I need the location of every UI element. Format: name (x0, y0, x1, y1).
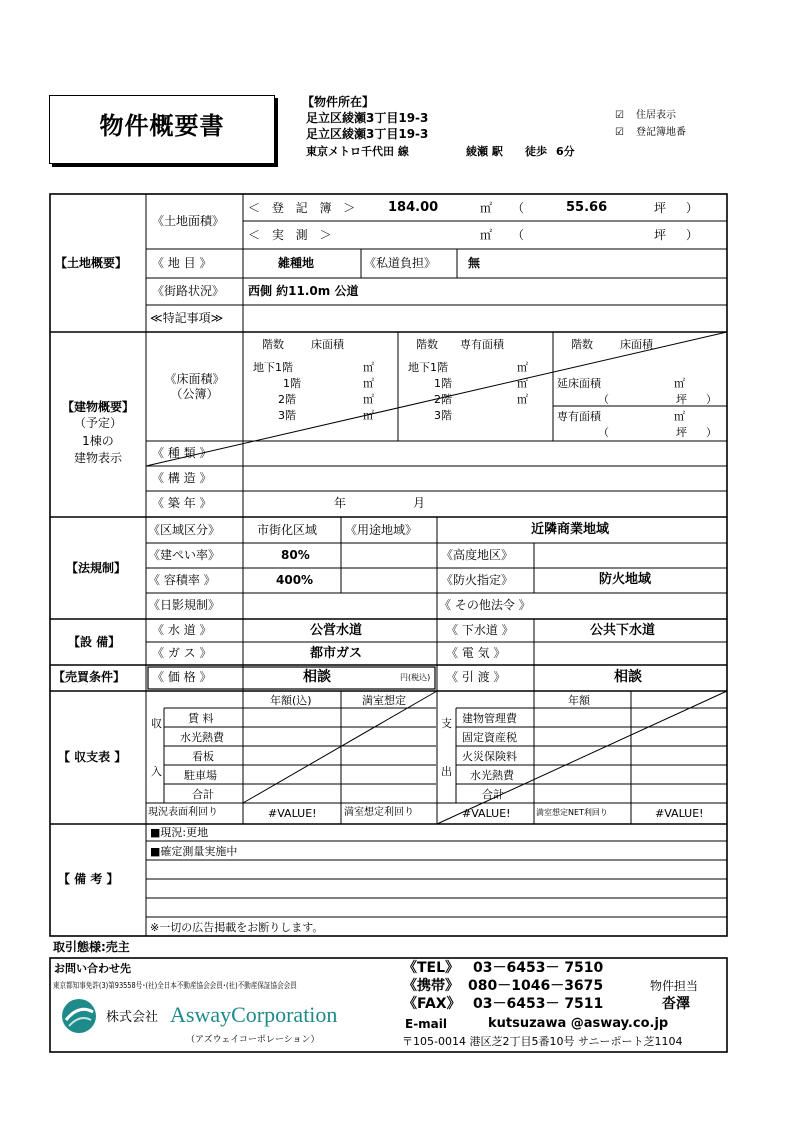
remark-line-1: ■現況:更地 (150, 826, 209, 839)
col1-floor-3: 3階 (278, 409, 296, 422)
expense-vertical-2: 出 (441, 765, 452, 778)
registry-paren-close: ） (686, 201, 699, 215)
building-section-planned: （予定） (73, 416, 122, 430)
actual-sqm-unit: ㎡ (480, 228, 493, 242)
expense-header: 年額 (568, 694, 590, 707)
full-yield-label: 満室想定利回り (344, 807, 414, 818)
walk-time: 6分 (556, 145, 575, 158)
remarks-section-label: 【 備 考 】 (58, 872, 119, 886)
fax-number: 03－6453－ 7511 (473, 996, 604, 1012)
zone-label: 《区域区分》 (148, 523, 221, 537)
net-yield-label: 満室想定NET利回り (536, 808, 608, 817)
remark-line-2: ■確定測量実施中 (150, 845, 238, 858)
current-yield-value: #VALUE! (268, 807, 317, 820)
expense-item-utility: 水光熱費 (470, 769, 514, 782)
registry-sqm: 184.00 (388, 200, 439, 215)
registry-paren-open: （ (512, 201, 525, 215)
mobile-label: 《携帯》 (403, 978, 459, 994)
handover-label: 《 引 渡 》 (446, 670, 506, 684)
expense-item-total: 合計 (482, 788, 504, 801)
exclusive-area-sqm: ㎡ (674, 410, 685, 423)
land-category: 雑種地 (278, 256, 315, 270)
far-value: 400% (276, 573, 314, 587)
col1-floor-2: 2階 (278, 393, 296, 406)
use-district-value: 近隣商業地域 (531, 522, 610, 537)
registry-tsubo: 55.66 (566, 200, 608, 215)
current-yield-label: 現況表面利回り (148, 807, 218, 818)
total-floor-tsubo: 坪 (676, 393, 687, 406)
expense-item-management: 建物管理費 (462, 712, 517, 725)
gas-value: 都市ガス (310, 646, 363, 661)
checkbox-registry-label: 登記簿地番 (636, 127, 686, 138)
building-structure-label: 《 構 造 》 (152, 471, 212, 485)
fire-zone-label: 《防火指定》 (441, 573, 514, 587)
col1-floor-b1: 地下1階 (253, 361, 293, 374)
col1-sqm-2: ㎡ (363, 393, 374, 406)
col2-floor-1: 1階 (434, 377, 452, 390)
income-item-rent: 賃 料 (188, 712, 214, 725)
built-year-unit: 年 (334, 496, 347, 510)
col2-floor-header: 階数 (416, 338, 438, 351)
email-address[interactable]: kutsuzawa @asway.co.jp (488, 1016, 669, 1031)
income-item-sign: 看板 (192, 750, 214, 763)
fire-zone-value: 防火地域 (599, 572, 652, 587)
col2-floor-2: 2階 (434, 393, 452, 406)
exclusive-tsubo: 坪 (676, 426, 687, 439)
walk-label: 徒歩 (525, 145, 547, 158)
building-section-one-building: 1棟の (82, 434, 114, 448)
floor-area-label: 《床面積》 (164, 372, 225, 386)
land-category-label: 《 地 目 》 (152, 256, 212, 270)
water-value: 公営水道 (310, 623, 363, 638)
income-item-parking: 駐車場 (184, 769, 217, 782)
company-kana: （アズウェイコーポレーション） (186, 1035, 320, 1045)
building-section-label: 【建物概要】 (61, 400, 134, 414)
actual-label: ＜ 実 測 ＞ (248, 228, 336, 242)
price-label: 《 価 格 》 (152, 670, 212, 684)
location-address-2: 足立区綾瀬3丁目19-3 (306, 127, 429, 141)
col1-sqm-1: ㎡ (363, 377, 374, 390)
road-status: 西側 約11.0m 公道 (248, 284, 359, 298)
income-item-utility: 水光熱費 (180, 731, 224, 744)
building-section-display: 建物表示 (73, 451, 122, 465)
balance-section-label: 【 収支表 】 (58, 750, 127, 764)
income-vertical-1: 収 (151, 717, 162, 730)
private-road-label: 《私道負担》 (364, 256, 437, 270)
building-type-label: 《 種 類 》 (152, 446, 212, 460)
sewer-value: 公共下水道 (590, 623, 656, 638)
col1-sqm-3: ㎡ (363, 409, 374, 422)
income-vertical-2: 入 (151, 765, 162, 778)
water-label: 《 水 道 》 (152, 623, 212, 637)
gas-label: 《 ガ ス 》 (152, 646, 212, 660)
facility-section-label: 【設 備】 (68, 635, 121, 649)
company-prefix: 株式会社 (106, 1010, 159, 1025)
exclusive-paren-open: （ (598, 426, 609, 439)
actual-paren-close: ） (686, 228, 699, 242)
road-label: 《街路状況》 (152, 284, 225, 298)
actual-tsubo-unit: 坪 (654, 228, 667, 242)
other-laws-label: 《 その他法令 》 (439, 598, 531, 612)
col2-sqm-1: ㎡ (517, 377, 528, 390)
height-district-label: 《高度地区》 (441, 548, 514, 562)
col2-sqm-b1: ㎡ (517, 361, 528, 374)
col1-floor-1: 1階 (283, 377, 301, 390)
tel-number[interactable]: 03－6453－ 7510 (473, 960, 604, 976)
total-floor-area-label: 延床面積 (557, 377, 601, 390)
license-text: 東京都知事免許(3)第93558号･(社)全日本不動産協会会員･(社)不動産保証協会会員 (53, 981, 297, 990)
station: 綾瀬 駅 (466, 145, 503, 158)
coverage-label: 《建ぺい率》 (148, 548, 221, 562)
col3-floor-header: 階数 (571, 338, 593, 351)
electric-label: 《 電 気 》 (446, 646, 506, 660)
col3-area-header: 床面積 (620, 338, 653, 351)
expense-item-insurance: 火災保険料 (462, 750, 517, 763)
col1-sqm-b1: ㎡ (363, 361, 374, 374)
net-yield-value: #VALUE! (655, 807, 704, 820)
company-logo-icon (60, 998, 98, 1034)
registry-sqm-unit: ㎡ (480, 201, 493, 215)
staff-name: 沓澤 (662, 996, 690, 1012)
exclusive-paren-close: ） (706, 426, 717, 439)
transaction-type: 取引態様:売主 (53, 940, 130, 954)
land-area-label: 《土地面積》 (152, 214, 225, 228)
coverage-value: 80% (281, 548, 310, 562)
exclusive-area-label: 専有面積 (557, 410, 601, 423)
contact-heading: お問い合わせ先 (54, 962, 131, 975)
checkbox-residence-label: 住居表示 (636, 110, 676, 121)
remark-disclaimer: ※一切の広告掲載をお断りします。 (150, 921, 324, 934)
shadow-regulation-label: 《日影規制》 (148, 598, 221, 612)
built-month-unit: 月 (413, 496, 426, 510)
law-section-label: 【法規制】 (66, 561, 127, 575)
col2-floor-3: 3階 (434, 409, 452, 422)
full-yield-value: #VALUE! (462, 807, 511, 820)
vacancy-header: 満室想定 (362, 694, 406, 707)
price-tax-note: 円(税込) (400, 673, 431, 682)
train-line: 東京メトロ千代田 線 (306, 145, 409, 158)
mobile-number[interactable]: 080－1046－3675 (468, 978, 604, 994)
col1-floor-header: 階数 (262, 338, 284, 351)
company-address: 〒105-0014 港区芝2丁目5番10号 サニーポート芝1104 (402, 1035, 683, 1048)
registry-label: ＜ 登 記 簿 ＞ (248, 201, 360, 215)
price-value: 相談 (303, 669, 331, 685)
expense-item-property-tax: 固定資産税 (462, 731, 517, 744)
private-road: 無 (468, 256, 481, 270)
company-name: AswayCorporation (170, 1002, 338, 1027)
actual-paren-open: （ (512, 228, 525, 242)
income-header: 年額(込) (270, 694, 312, 707)
checkbox-registry-icon[interactable]: ☑ (615, 127, 624, 138)
col1-area-header: 床面積 (311, 338, 344, 351)
col2-floor-b1: 地下1階 (408, 361, 448, 374)
land-section-label: 【土地概要】 (55, 256, 128, 270)
expense-vertical-1: 支 (441, 717, 452, 730)
fax-label: 《FAX》 (403, 996, 461, 1012)
total-floor-paren-open: （ (598, 393, 609, 406)
staff-label: 物件担当 (650, 979, 699, 993)
special-notes-label: ≪特記事項≫ (150, 311, 224, 325)
tel-label: 《TEL》 (403, 960, 460, 976)
email-label: E-mail (405, 1017, 448, 1031)
col2-sqm-2: ㎡ (517, 393, 528, 406)
sewer-label: 《 下水道 》 (446, 623, 514, 637)
page-title: 物件概要書 (99, 112, 225, 140)
far-label: 《 容積率 》 (148, 573, 216, 587)
col2-area-header: 専有面積 (460, 338, 504, 351)
checkbox-residence-icon[interactable]: ☑ (615, 110, 624, 121)
zone-value: 市街化区域 (257, 523, 318, 537)
sale-section-label: 【売買条件】 (53, 670, 126, 684)
handover-value: 相談 (614, 669, 642, 685)
income-item-total: 合計 (192, 788, 214, 801)
total-floor-area-sqm: ㎡ (674, 377, 685, 390)
location-label: 【物件所在】 (302, 95, 375, 109)
total-floor-paren-close: ） (706, 393, 717, 406)
location-address-1: 足立区綾瀬3丁目19-3 (306, 111, 429, 125)
floor-area-sublabel: （公簿） (170, 387, 219, 401)
building-built-label: 《 築 年 》 (152, 496, 212, 510)
registry-tsubo-unit: 坪 (654, 201, 667, 215)
use-district-label: 《用途地域》 (345, 523, 418, 537)
